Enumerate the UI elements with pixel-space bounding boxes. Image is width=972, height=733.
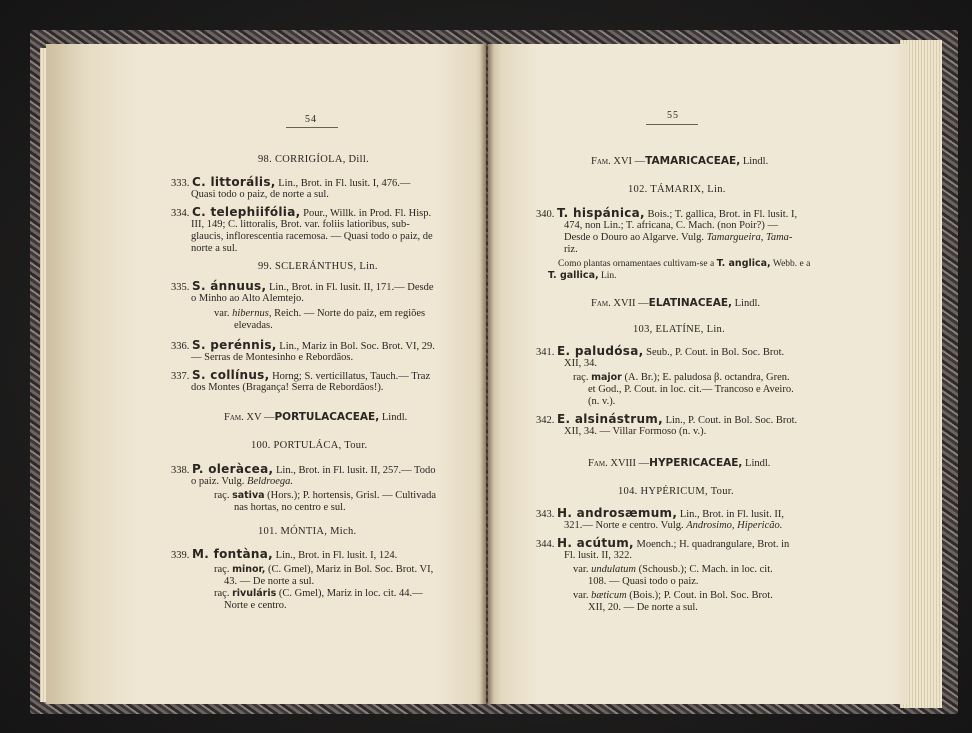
entry-line: et God., P. Cout. in loc. cit.— Trancoso e Aveiro. [588, 384, 794, 395]
left-page [46, 44, 486, 704]
family-heading: Fam. XVIII —HYPERICACEAE, Lindl. [588, 457, 771, 469]
entry-line: Norte e centro. [224, 600, 287, 611]
entry-line: — Serras de Montesinho e Rebordãos. [191, 352, 354, 363]
variety-entry: raç. sativa (Hors.); P. hortensis, Grisl. — Cultivada [214, 490, 437, 501]
entry-line: nas hortas, no centro e sul. [234, 502, 346, 513]
family-heading: Fam. XV —PORTULACACEAE, Lindl. [224, 411, 408, 423]
page-number: 55 [667, 110, 679, 121]
species-entry: 343. H. androsæmum, Lin., Brot. in Fl. lusit. II, [536, 506, 784, 520]
species-entry: 333. C. littorális, Lin., Brot. in Fl. lusit. I, 476.— [171, 175, 411, 189]
species-entry: 334. C. telephiifólia, Pour., Willk. in Prod. Fl. Hisp. [171, 205, 432, 219]
variety-entry: var. undulatum (Schousb.); C. Mach. in loc. cit. [573, 564, 773, 575]
species-entry: 338. P. oleràcea, Lin., Brot. in Fl. lusit. II, 257.— Todo [171, 462, 436, 476]
entry-line: XII, 34. [564, 358, 597, 369]
genus-heading: 101. MÓNTIA, Mich. [258, 526, 357, 537]
entry-line: 474, non Lin.; T. africana, C. Mach. (non Poir?) — [564, 220, 778, 231]
entry-line: elevadas. [234, 320, 273, 331]
entry-line: 108. — Quasi todo o paiz. [588, 576, 699, 587]
species-entry: 341. E. paludósa, Seub., P. Cout. in Bol. Soc. Brot. [536, 344, 785, 358]
family-heading: Fam. XVI —TAMARICACEAE, Lindl. [591, 155, 769, 167]
entry-line: o paiz. Vulg. Beldroega. [191, 476, 294, 487]
entry-line: 43. — De norte a sul. [224, 576, 315, 587]
species-entry: 342. E. alsinástrum, Lin., P. Cout. in Bol. Soc. Brot. [536, 412, 798, 426]
genus-heading: 103, ELATÍNE, Lin. [633, 324, 726, 335]
species-entry: 344. H. acútum, Moench.; H. quadrangulare, Brot. in [536, 536, 790, 550]
genus-heading: 100. PORTULÁCA, Tour. [251, 440, 368, 451]
variety-entry: var. bæticum (Bois.); P. Cout. in Bol. Soc. Brot. [573, 590, 773, 601]
entry-line: o Minho ao Alto Alemtejo. [191, 293, 304, 304]
entry-line: Desde o Douro ao Algarve. Vulg. Tamargueira, Tama- [564, 232, 793, 243]
right-page [488, 44, 908, 704]
species-entry: 339. M. fontàna, Lin., Brot. in Fl. lusit. I, 124. [171, 547, 398, 561]
entry-line: 321.— Norte e centro. Vulg. Androsimo, Hipericão. [564, 520, 783, 531]
variety-entry: raç. rivuláris (C. Gmel), Mariz in loc. cit. 44.— [214, 588, 423, 599]
entry-line: Quasi todo o paiz, de norte a sul. [191, 189, 329, 200]
species-entry: 336. S. perénnis, Lin., Mariz in Bol. Soc. Brot. VI, 29. [171, 338, 435, 352]
entry-line: (n. v.). [588, 396, 616, 407]
entry-line: norte a sul. [191, 243, 238, 254]
note-line: Como plantas ornamentaes cultivam-se a T. anglica, Webb. e a [558, 258, 811, 269]
genus-heading: 99. SCLERÁNTHUS, Lin. [258, 261, 378, 272]
entry-line: XII, 34. — Villar Formoso (n. v.). [564, 426, 707, 437]
genus-heading: 104. HYPÉRICUM, Tour. [618, 486, 734, 497]
entry-line: Fl. lusit. II, 322. [564, 550, 632, 561]
book-gutter [480, 44, 494, 704]
variety-entry: raç. major (A. Br.); E. paludosa β. octandra, Gren. [573, 372, 790, 383]
species-entry: 337. S. collínus, Horng; S. verticillatus, Tauch.— Traz [171, 368, 431, 382]
header-rule [286, 127, 338, 128]
variety-entry: raç. minor, (C. Gmel), Mariz in Bol. Soc. Brot. VI, [214, 564, 434, 575]
entry-line: III, 149; C. littoralis, Brot. var. foliis latioribus, sub- [191, 219, 410, 230]
page-number: 54 [305, 114, 317, 125]
species-entry: 335. S. ánnuus, Lin., Brot. in Fl. lusit. II, 171.— Desde [171, 279, 434, 293]
note-line: T. gallica, Lin. [548, 270, 617, 281]
header-rule [646, 124, 698, 125]
genus-heading: 98. CORRIGÍOLA, Dill. [258, 154, 370, 165]
family-heading: Fam. XVII —ELATINACEAE, Lindl. [591, 297, 760, 309]
species-entry: 340. T. hispánica, Bois.; T. gallica, Brot. in Fl. lusit. I, [536, 206, 798, 220]
entry-line: glaucis, inflorescentia racemosa. — Quasi todo o paiz, de [191, 231, 433, 242]
entry-line: dos Montes (Bragança! Serra de Rebordãos!). [191, 382, 384, 393]
entry-line: XII, 20. — De norte a sul. [588, 602, 698, 613]
genus-heading: 102. TÁMARIX, Lin. [628, 184, 726, 195]
entry-line: riz. [564, 244, 578, 255]
variety-entry: var. hibernus, Reich. — Norte do paiz, em regiões [214, 308, 426, 319]
